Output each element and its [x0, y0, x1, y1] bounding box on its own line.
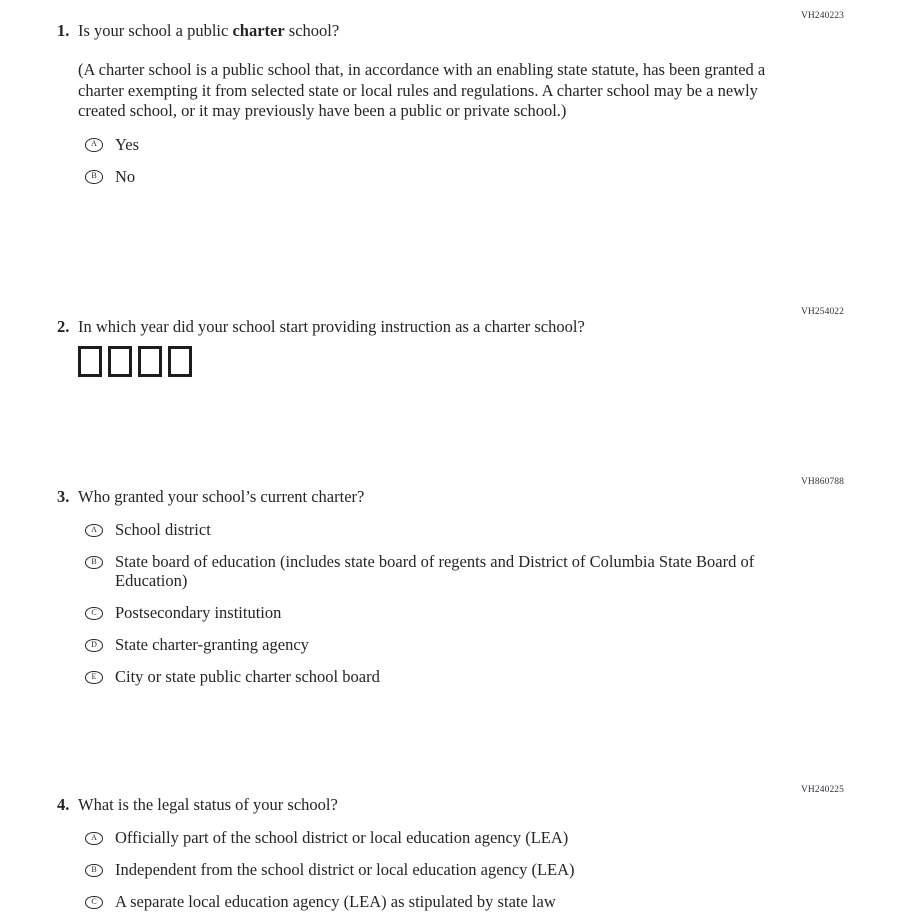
- option-part-of-lea[interactable]: [85, 828, 844, 847]
- option-yes[interactable]: [85, 135, 844, 154]
- option-label: Independent from the school district or local education agency (LEA): [115, 860, 575, 879]
- options-list: [85, 520, 844, 686]
- prompt-post: school?: [284, 21, 340, 40]
- question-code: VH860788: [800, 477, 844, 487]
- answer-bubble-a-icon[interactable]: A: [85, 138, 103, 152]
- option-no[interactable]: [85, 167, 844, 186]
- answer-bubble-a-icon[interactable]: A: [85, 832, 103, 846]
- question-text: [78, 20, 339, 41]
- prompt-bold: charter: [232, 21, 285, 40]
- option-separate-lea[interactable]: [85, 892, 844, 911]
- option-independent-lea[interactable]: [85, 860, 844, 879]
- year-entry-boxes: [78, 346, 844, 377]
- option-label: City or state public charter school board: [115, 667, 380, 686]
- question-2: [57, 304, 844, 377]
- options-list: [85, 135, 844, 186]
- question-prompt-row: [57, 486, 844, 507]
- answer-bubble-c-icon[interactable]: C: [85, 607, 103, 621]
- option-label: School district: [115, 520, 211, 539]
- option-label: No: [115, 166, 136, 186]
- prompt-pre: Who granted your school’s current charter?: [78, 487, 365, 506]
- answer-bubble-c-icon[interactable]: C: [85, 896, 103, 910]
- answer-bubble-e-icon[interactable]: E: [85, 671, 103, 685]
- option-charter-agency[interactable]: [85, 635, 844, 654]
- question-text: [78, 486, 364, 507]
- question-text: [78, 316, 585, 337]
- question-text: [78, 794, 338, 815]
- question-4: [57, 782, 844, 916]
- option-label: State charter-granting agency: [115, 635, 309, 654]
- answer-bubble-a-icon[interactable]: A: [85, 524, 103, 538]
- year-digit-box-2[interactable]: [108, 346, 132, 377]
- question-number: 3.: [57, 487, 70, 506]
- question-prompt-row: [57, 316, 844, 337]
- prompt-pre: What is the legal status of your school?: [78, 795, 338, 814]
- question-1: [57, 8, 844, 199]
- prompt-pre: In which year did your school start providing instruction as a charter school?: [78, 317, 585, 336]
- answer-bubble-d-icon[interactable]: D: [85, 639, 103, 653]
- option-charter-board[interactable]: [85, 667, 844, 686]
- option-label: State board of education (includes state board of regents and District of Columbia State Board of Education): [115, 552, 755, 590]
- question-3: [57, 474, 844, 699]
- answer-bubble-b-icon[interactable]: B: [85, 864, 103, 878]
- question-prompt-row: [57, 794, 844, 815]
- question-prompt-row: [57, 20, 844, 41]
- question-code: VH254022: [800, 307, 844, 317]
- year-digit-box-1[interactable]: [78, 346, 102, 377]
- question-code: VH240223: [800, 11, 844, 21]
- option-postsecondary[interactable]: [85, 603, 844, 622]
- option-label: A separate local education agency (LEA) as stipulated by state law: [115, 892, 556, 911]
- question-number: 2.: [57, 317, 70, 336]
- question-note: (A charter school is a public school that, in accordance with an enabling state statute, has been granted a charter exempting it from selected state or local rules and regulations. A charter school may be a newly created school, or it may previously have been a public or private school.): [78, 60, 766, 120]
- options-list: [85, 828, 844, 911]
- answer-bubble-b-icon[interactable]: B: [85, 556, 103, 570]
- option-school-district[interactable]: [85, 520, 844, 539]
- option-label: Yes: [115, 134, 140, 154]
- option-state-board[interactable]: [85, 552, 844, 590]
- prompt-pre: Is your school a public: [78, 21, 233, 40]
- year-digit-box-4[interactable]: [168, 346, 192, 377]
- year-digit-box-3[interactable]: [138, 346, 162, 377]
- question-code: VH240225: [800, 785, 844, 795]
- option-label: Officially part of the school district or local education agency (LEA): [115, 828, 569, 847]
- question-number: 1.: [57, 21, 70, 40]
- question-number: 4.: [57, 795, 70, 814]
- option-label: Postsecondary institution: [115, 603, 282, 622]
- answer-bubble-b-icon[interactable]: B: [85, 170, 103, 184]
